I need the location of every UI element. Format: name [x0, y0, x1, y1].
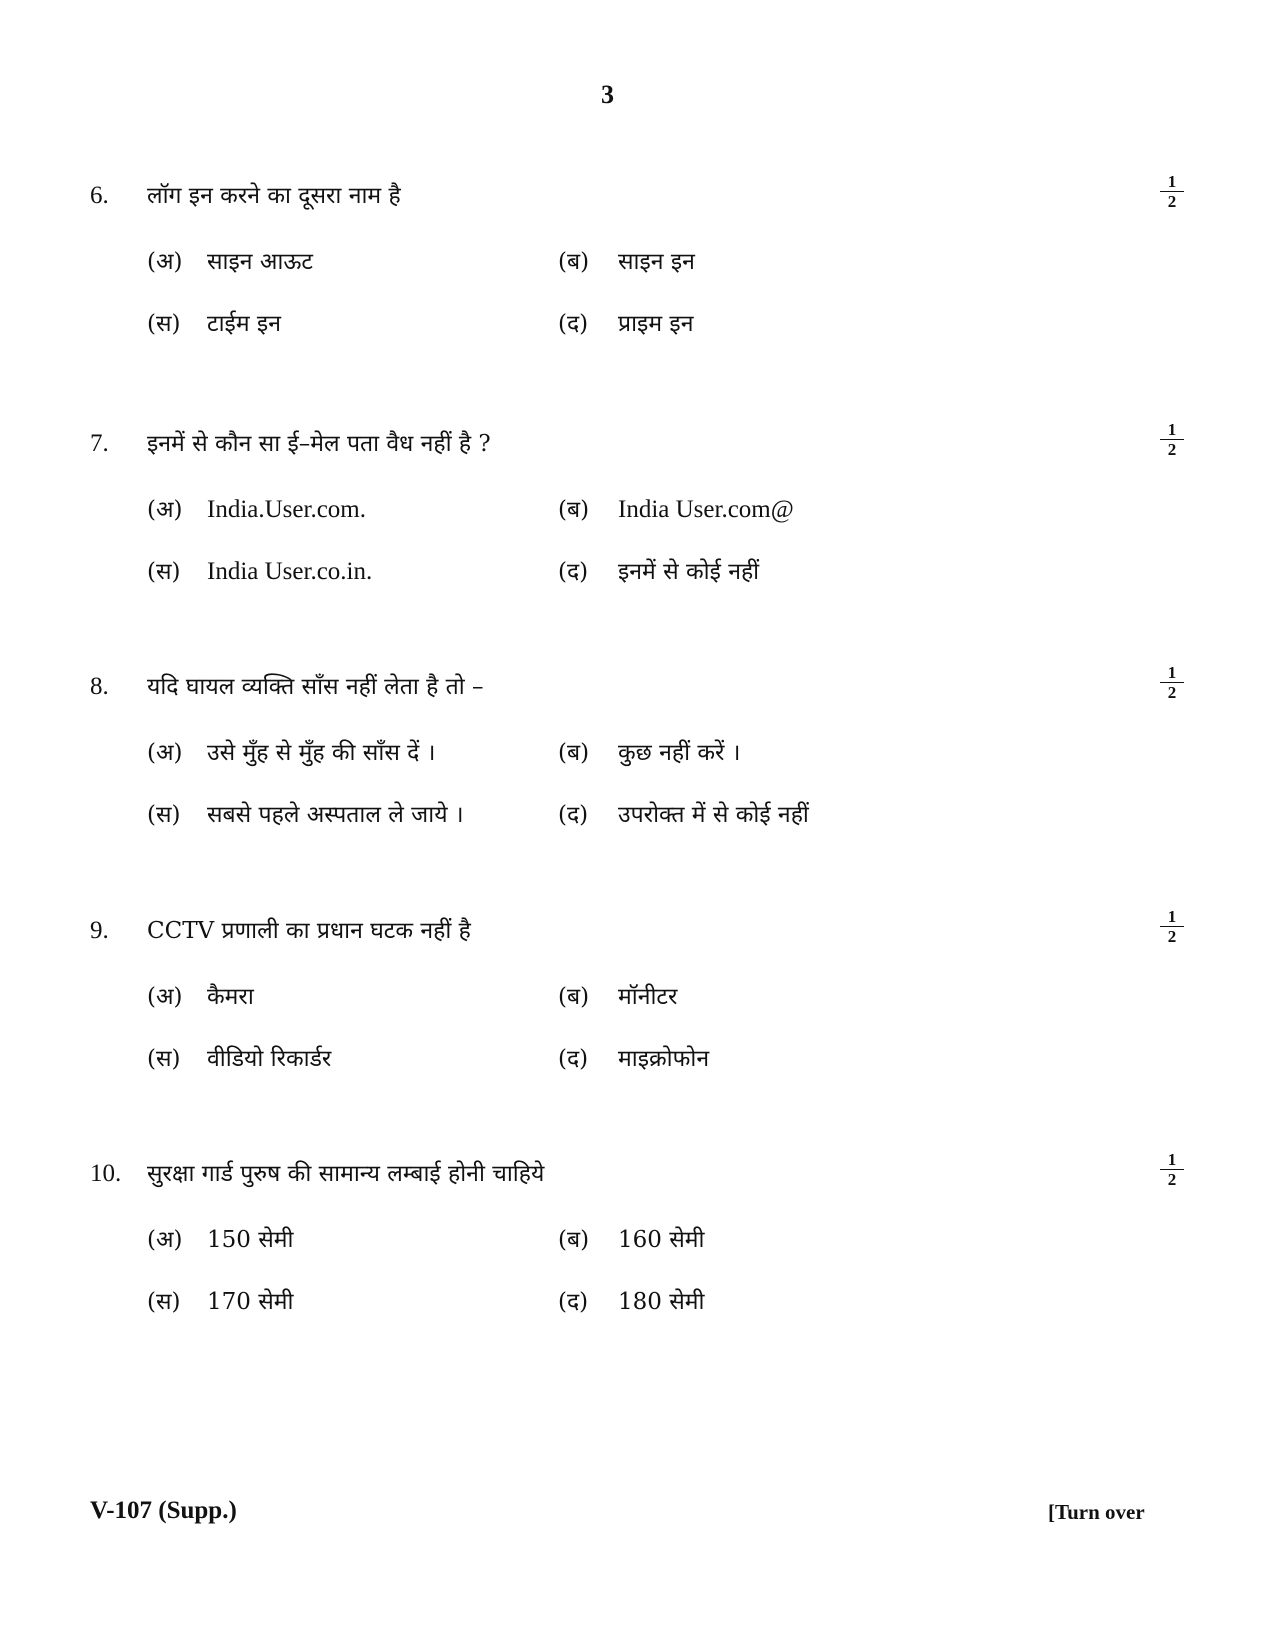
option-text: साइन इन	[618, 249, 695, 275]
option-b	[558, 737, 740, 769]
marks-numerator: 1	[1160, 907, 1184, 927]
marks-fraction	[1160, 420, 1184, 459]
option-b	[558, 494, 794, 526]
question-6	[0, 172, 1275, 380]
marks-fraction	[1160, 663, 1184, 702]
question-number: 10.	[90, 1160, 122, 1187]
option-c	[147, 1286, 293, 1318]
question-10	[0, 1150, 1275, 1358]
option-label: (ब)	[558, 984, 590, 1010]
option-text: 170 सेमी	[207, 1289, 294, 1315]
marks-denominator: 2	[1167, 192, 1177, 211]
option-text: माइक्रोफोन	[618, 1046, 710, 1072]
option-a	[147, 981, 254, 1013]
option-label: (द)	[558, 802, 589, 828]
option-label: (ब)	[558, 249, 590, 275]
question-number: 7.	[90, 430, 109, 457]
option-d	[558, 1043, 709, 1075]
option-label: (स)	[147, 1046, 181, 1072]
option-label: (अ)	[147, 497, 183, 523]
option-d	[558, 799, 809, 831]
option-c	[147, 1043, 331, 1075]
option-c	[147, 556, 372, 588]
question-8	[0, 663, 1275, 871]
option-a	[147, 737, 435, 769]
option-text: सबसे पहले अस्पताल ले जाये ।	[207, 802, 464, 828]
marks-fraction	[1160, 1150, 1184, 1189]
marks-denominator: 2	[1167, 683, 1177, 702]
marks-numerator: 1	[1160, 663, 1184, 683]
option-label: (अ)	[147, 740, 183, 766]
question-text: लॉग इन करने का दूसरा नाम है	[147, 183, 401, 209]
option-c	[147, 308, 281, 340]
page-number: 3	[601, 80, 614, 109]
question-number: 8.	[90, 673, 109, 700]
question-text: सुरक्षा गार्ड पुरुष की सामान्य लम्बाई होनी चाहिये	[147, 1161, 545, 1187]
marks-numerator: 1	[1160, 172, 1184, 192]
question-number: 6.	[90, 182, 109, 209]
option-text: वीडियो रिकार्डर	[207, 1046, 332, 1072]
option-label: (स)	[147, 559, 181, 585]
option-text: प्राइम इन	[618, 311, 694, 337]
option-b	[558, 981, 677, 1013]
option-text: India User.com@	[618, 496, 794, 523]
option-a	[147, 494, 366, 526]
option-a	[147, 246, 313, 278]
turn-over-note: [Turn over	[1048, 1500, 1145, 1524]
option-label: (द)	[558, 1046, 589, 1072]
option-text: 160 सेमी	[618, 1227, 705, 1253]
option-text: 150 सेमी	[207, 1227, 294, 1253]
question-number: 9.	[90, 917, 109, 944]
option-label: (अ)	[147, 249, 183, 275]
option-text: टाईम इन	[207, 311, 281, 337]
option-b	[558, 246, 695, 278]
option-text: उपरोक्त में से कोई नहीं	[618, 802, 809, 828]
option-label: (द)	[558, 311, 589, 337]
marks-denominator: 2	[1167, 1170, 1177, 1189]
marks-numerator: 1	[1160, 420, 1184, 440]
question-text: यदि घायल व्यक्ति साँस नहीं लेता है तो –	[147, 674, 484, 700]
option-label: (ब)	[558, 497, 590, 523]
option-b	[558, 1224, 704, 1256]
option-text: India.User.com.	[207, 496, 366, 523]
option-label: (स)	[147, 311, 181, 337]
option-label: (अ)	[147, 1227, 183, 1253]
marks-denominator: 2	[1167, 927, 1177, 946]
option-text: 180 सेमी	[618, 1289, 705, 1315]
question-9	[0, 907, 1275, 1115]
option-label: (द)	[558, 1289, 589, 1315]
question-text: इनमें से कौन सा ई–मेल पता वैध नहीं है ?	[147, 431, 491, 457]
option-text: उसे मुँह से मुँह की साँस दें ।	[207, 740, 436, 766]
marks-fraction	[1160, 172, 1184, 211]
option-label: (स)	[147, 802, 181, 828]
paper-code: V-107 (Supp.)	[90, 1497, 237, 1524]
option-d	[558, 308, 693, 340]
option-label: (द)	[558, 559, 589, 585]
option-text: कैमरा	[207, 984, 254, 1010]
option-label: (ब)	[558, 1227, 590, 1253]
option-text: India User.co.in.	[207, 558, 373, 585]
question-7	[0, 420, 1275, 628]
option-text: इनमें से कोई नहीं	[618, 559, 760, 585]
question-text: CCTV प्रणाली का प्रधान घटक नहीं है	[147, 918, 471, 944]
option-d	[558, 1286, 704, 1318]
marks-fraction	[1160, 907, 1184, 946]
marks-numerator: 1	[1160, 1150, 1184, 1170]
option-label: (ब)	[558, 740, 590, 766]
option-text: कुछ नहीं करें ।	[618, 740, 741, 766]
option-c	[147, 799, 464, 831]
option-label: (अ)	[147, 984, 183, 1010]
option-d	[558, 556, 759, 588]
option-text: साइन आऊट	[207, 249, 314, 275]
marks-denominator: 2	[1167, 440, 1177, 459]
option-label: (स)	[147, 1289, 181, 1315]
option-text: मॉनीटर	[618, 984, 678, 1010]
option-a	[147, 1224, 293, 1256]
